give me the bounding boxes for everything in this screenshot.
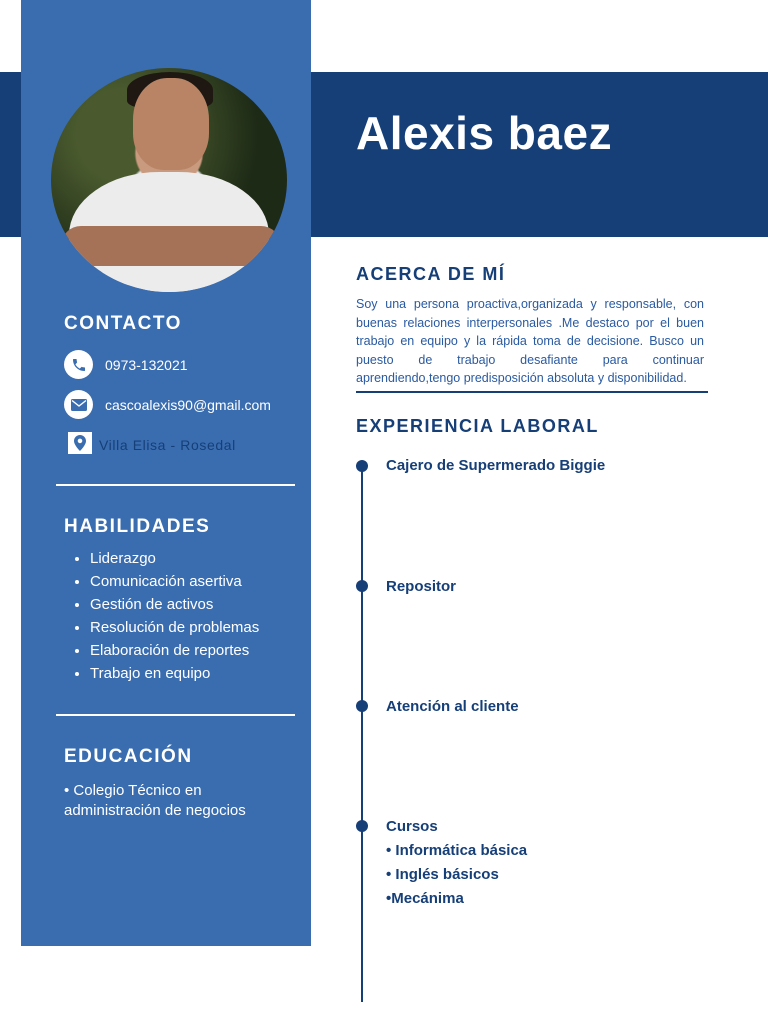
timeline-dot <box>356 820 368 832</box>
contact-phone <box>64 350 188 379</box>
skill-item: • Trabajo en equipo <box>90 664 259 687</box>
experience-title: EXPERIENCIA LABORAL <box>356 416 599 436</box>
skills-list <box>64 549 259 687</box>
job-title: Repositor <box>386 578 457 595</box>
about-title: ACERCA DE MÍ <box>356 264 506 284</box>
profile-photo <box>51 68 287 292</box>
job-title: Atención al cliente <box>386 698 519 715</box>
phone-icon <box>64 350 93 379</box>
skill-item: • Elaboración de reportes <box>90 641 259 664</box>
sidebar-divider <box>56 484 295 486</box>
course-item: • Inglés básicos <box>386 866 499 883</box>
job-title: Cajero de Supermerado Biggie <box>386 457 606 474</box>
about-divider <box>356 391 708 393</box>
courses-title: Cursos <box>386 818 438 835</box>
skill-item: • Gestión de activos <box>90 595 259 618</box>
timeline-dot <box>356 580 368 592</box>
about-text: Soy una persona proactiva,organizada y responsable, con buenas relaciones interpersonales .Me destaco por el buen trabajo en equipo y la rápida toma de decisione. Busco un puesto de trabajo desafiante para continuar aprendiendo,tengo predisposición absoluta y disponibilidad. <box>356 297 704 386</box>
candidate-name: Alexis baez <box>356 107 613 159</box>
sidebar-divider <box>56 714 295 716</box>
mail-icon <box>64 390 93 419</box>
skills-title: HABILIDADES <box>64 516 211 537</box>
contact-email <box>64 390 271 419</box>
education-title: EDUCACIÓN <box>64 746 193 767</box>
skill-item: • Resolución de problemas <box>90 618 259 641</box>
email-address: cascoalexis90@gmail.com <box>105 396 271 413</box>
course-item: •Mecánima <box>386 890 464 907</box>
phone-number: 0973-132021 <box>105 356 188 373</box>
timeline-dot <box>356 460 368 472</box>
education-entry: • Colegio Técnico en administración de negocios <box>64 782 246 819</box>
timeline-line <box>361 462 363 1002</box>
location-pin-icon <box>68 432 92 454</box>
skill-item: • Liderazgo <box>90 549 259 572</box>
course-item: • Informática básica <box>386 842 528 859</box>
location-text: Villa Elisa - Rosedal <box>99 437 236 453</box>
skill-item: • Comunicación asertiva <box>90 572 259 595</box>
contact-title: CONTACTO <box>64 313 182 334</box>
timeline-dot <box>356 700 368 712</box>
